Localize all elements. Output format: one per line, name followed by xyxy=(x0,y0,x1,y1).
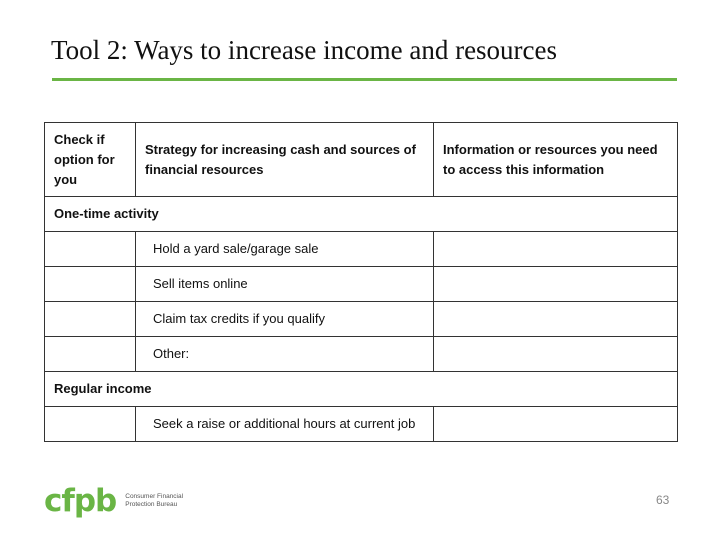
info-cell[interactable] xyxy=(434,337,678,372)
check-cell[interactable] xyxy=(45,337,136,372)
header-info: Information or resources you need to access this information xyxy=(434,123,678,197)
header-check: Check if option for you xyxy=(45,123,136,197)
table-row xyxy=(45,407,678,442)
info-cell[interactable] xyxy=(434,232,678,267)
strategy-table xyxy=(44,122,678,442)
table-row xyxy=(45,267,678,302)
table-row xyxy=(45,232,678,267)
strategy-cell: Sell items online xyxy=(136,267,434,302)
section-label: Regular income xyxy=(45,372,678,407)
info-cell[interactable] xyxy=(434,302,678,337)
check-cell[interactable] xyxy=(45,232,136,267)
strategy-cell: Other: xyxy=(136,337,434,372)
section-label: One-time activity xyxy=(45,197,678,232)
check-cell[interactable] xyxy=(45,267,136,302)
strategy-cell: Claim tax credits if you qualify xyxy=(136,302,434,337)
page-title: Tool 2: Ways to increase income and resources xyxy=(51,35,558,65)
table-row xyxy=(45,337,678,372)
check-cell[interactable] xyxy=(45,302,136,337)
strategy-cell: Seek a raise or additional hours at current job xyxy=(136,407,434,442)
title-underline xyxy=(52,78,677,81)
check-cell[interactable] xyxy=(45,407,136,442)
page-number: 63 xyxy=(656,493,670,507)
table-header-row xyxy=(45,123,678,197)
logo-text xyxy=(125,493,183,509)
section-row-regular-income xyxy=(45,372,678,407)
logo-mark: cfpb xyxy=(44,483,117,519)
header-strategy: Strategy for increasing cash and sources of financial resources xyxy=(136,123,434,197)
info-cell[interactable] xyxy=(434,267,678,302)
cfpb-logo xyxy=(44,483,184,519)
table-row xyxy=(45,302,678,337)
info-cell[interactable] xyxy=(434,407,678,442)
logo-line-2: Protection Bureau xyxy=(125,501,178,508)
section-row-one-time xyxy=(45,197,678,232)
logo-line-1: Consumer Financial xyxy=(125,493,184,500)
strategy-cell: Hold a yard sale/garage sale xyxy=(136,232,434,267)
